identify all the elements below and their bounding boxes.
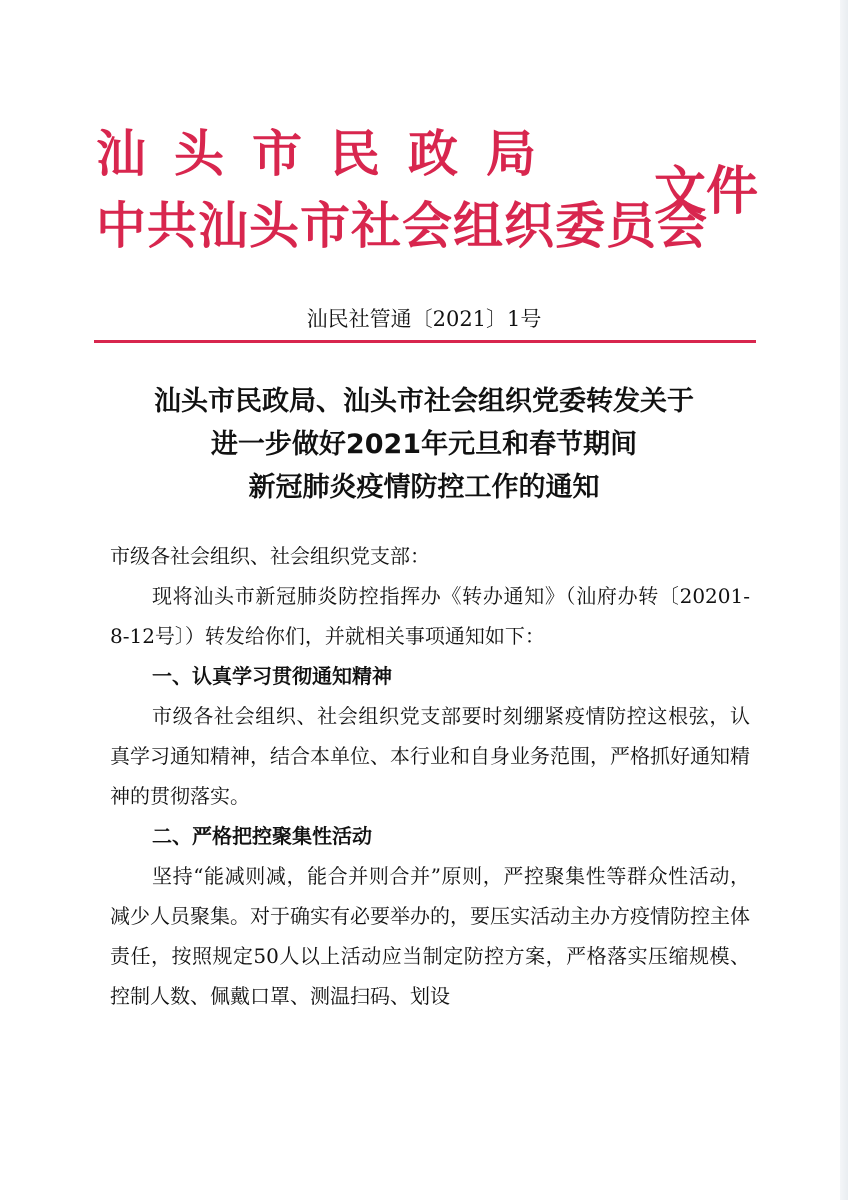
document-body bbox=[110, 536, 750, 1016]
title-line-2: 进一步做好2021年元旦和春节期间 bbox=[210, 429, 638, 460]
document-header bbox=[96, 124, 759, 274]
section-2-heading: 二、严格把控聚集性活动 bbox=[152, 824, 372, 848]
document-number: 汕民社管通〔2021〕1号 bbox=[306, 307, 542, 331]
section-2-paragraph: 坚持“能减则减，能合并则合并”原则，严控聚集性等群众性活动，减少人员聚集。对于确实有必要举办的，要压实活动主办方疫情防控主体责任，按照规定50人以上活动应当制定防控方案，严格落实压缩规模、控制人数、佩戴口罩、测温扫码、划设 bbox=[110, 864, 750, 1008]
document-title bbox=[80, 380, 768, 509]
intro-paragraph: 现将汕头市新冠肺炎防控指挥办《转办通知》（汕府办转〔20201-8-12号〕）转发给你们，并就相关事项通知如下： bbox=[110, 584, 750, 648]
red-divider-line bbox=[94, 340, 756, 343]
title-line-1: 汕头市民政局、汕头市社会组织党委转发关于 bbox=[154, 386, 694, 417]
section-1-paragraph: 市级各社会组织、社会组织党支部要时刻绷紧疫情防控这根弦，认真学习通知精神，结合本单位、本行业和自身业务范围，严格抓好通知精神的贯彻落实。 bbox=[110, 704, 750, 808]
salutation: 市级各社会组织、社会组织党支部： bbox=[110, 544, 430, 568]
issuing-org-civil-affairs: 汕头市民政局 bbox=[96, 125, 564, 183]
document-type-label: 文件 bbox=[654, 162, 759, 222]
title-line-3: 新冠肺炎疫情防控工作的通知 bbox=[248, 472, 600, 503]
scan-edge bbox=[840, 0, 848, 1200]
issuing-org-party-committee: 中共汕头市社会组织委员会 bbox=[96, 197, 708, 255]
section-1-heading: 一、认真学习贯彻通知精神 bbox=[152, 664, 392, 688]
